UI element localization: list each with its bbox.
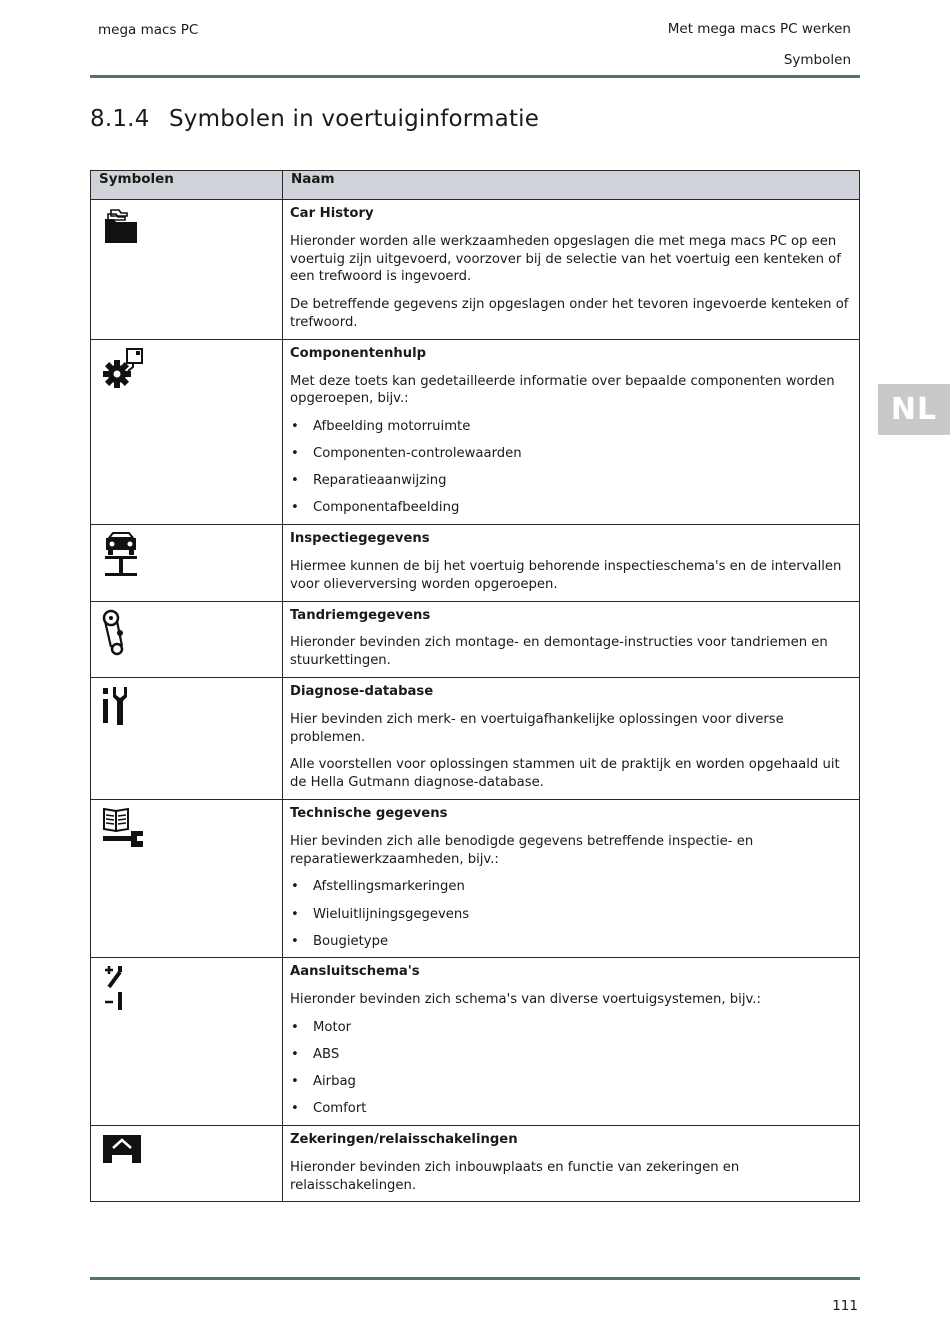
description-paragraph: De betreffende gegevens zijn opgeslagen onder het tevoren ingevoerde kenteken of trefwoord. xyxy=(290,297,849,330)
header-divider xyxy=(90,75,860,78)
column-header-name: Naam xyxy=(283,171,860,200)
symbol-name: Tandriemgegevens xyxy=(290,607,431,623)
page-number: 111 xyxy=(832,1298,858,1314)
description-cell xyxy=(283,339,860,524)
description-paragraph: Alle voorstellen voor oplossingen stammen uit de praktijk en worden opgehaald uit de Hella Gutmann diagnose-database. xyxy=(290,757,840,791)
symbol-name: Zekeringen/relaisschakelingen xyxy=(290,1132,518,1148)
language-tab: NL xyxy=(878,384,950,435)
table-row xyxy=(91,678,860,800)
description-cell xyxy=(283,525,860,601)
description-paragraph: Hier bevinden zich merk- en voertuigafhankelijke oplossingen voor diverse problemen. xyxy=(290,711,784,745)
component-gear-icon xyxy=(101,347,272,393)
bullet-item: • Airbag xyxy=(290,1073,851,1091)
description-cell xyxy=(283,601,860,677)
description-paragraph: Hier bevinden zich alle benodigde gegevens betreffende inspectie- en reparatiewerkzaamheden, bijv.: xyxy=(290,833,754,867)
description-cell xyxy=(283,958,860,1126)
bullet-item: • Afstellingsmarkeringen xyxy=(290,878,851,896)
bullet-item: • Motor xyxy=(290,1019,851,1037)
timing-belt-icon xyxy=(101,609,272,657)
section-number: 8.1.4 xyxy=(90,106,150,132)
info-wrench-icon xyxy=(101,685,272,731)
footer-divider xyxy=(90,1277,860,1280)
symbol-cell xyxy=(91,339,283,524)
table-body xyxy=(91,200,860,1202)
table-row xyxy=(91,601,860,677)
symbol-cell xyxy=(91,1126,283,1202)
car-lift-icon xyxy=(101,532,272,578)
symbol-name: Diagnose-database xyxy=(290,684,434,700)
description-cell xyxy=(283,800,860,958)
section-title xyxy=(90,106,539,132)
symbol-cell xyxy=(91,678,283,800)
header-chapter-title: Met mega macs PC werken xyxy=(667,21,851,37)
table-row xyxy=(91,958,860,1126)
column-header-symbols: Symbolen xyxy=(91,171,283,200)
header-section-title: Symbolen xyxy=(783,52,851,68)
description-cell xyxy=(283,678,860,800)
table-row xyxy=(91,800,860,958)
description-paragraph: Hieronder worden alle werkzaamheden opgeslagen die met mega macs PC op een voertuig zijn uitgevoerd, voorzover bij de selectie van het voertuig een kenteken of een trefwoord is ingevoerd. xyxy=(290,233,841,285)
description-paragraph: Met deze toets kan gedetailleerde informatie over bepaalde componenten worden opgeroepen, bijv.: xyxy=(290,373,835,407)
description-paragraph: Hieronder bevinden zich inbouwplaats en functie van zekeringen en relaisschakelingen. xyxy=(290,1159,740,1193)
table-row xyxy=(91,1126,860,1202)
header-product-name: mega macs PC xyxy=(98,22,199,38)
bullet-item: • Afbeelding motorruimte xyxy=(290,418,851,436)
bullet-item: • Componenten-controlewaarden xyxy=(290,445,851,463)
bullet-list xyxy=(290,878,851,950)
symbol-name: Car History xyxy=(290,206,374,221)
section-title-text: Symbolen in voertuiginformatie xyxy=(169,106,540,132)
bullet-item: • Comfort xyxy=(290,1100,851,1118)
book-wrench-icon xyxy=(101,807,272,853)
bullet-item: • Wieluitlijningsgegevens xyxy=(290,906,851,924)
table-row xyxy=(91,339,860,524)
symbol-cell xyxy=(91,800,283,958)
description-paragraph: Hieronder bevinden zich montage- en demontage-instructies voor tandriemen en stuurkettingen. xyxy=(290,635,828,669)
fuse-icon xyxy=(101,1133,272,1167)
symbols-table xyxy=(90,170,860,1202)
symbol-name: Aansluitschema's xyxy=(290,964,420,980)
table-header-row xyxy=(91,171,860,200)
symbol-cell xyxy=(91,958,283,1126)
symbol-cell xyxy=(91,200,283,340)
description-cell xyxy=(283,200,860,340)
description-cell xyxy=(283,1126,860,1202)
description-paragraph: Hiermee kunnen de bij het voertuig behorende inspectieschema's en de intervallen voor olieverversing worden opgeroepen. xyxy=(290,559,842,592)
bullet-list xyxy=(290,418,851,517)
bullet-item: • Componentafbeelding xyxy=(290,499,851,517)
bullet-list xyxy=(290,1019,851,1118)
bullet-item: • ABS xyxy=(290,1046,851,1064)
circuit-switch-icon xyxy=(101,965,272,1011)
symbol-cell xyxy=(91,525,283,601)
description-paragraph: Hieronder bevinden zich schema's van diverse voertuigsystemen, bijv.: xyxy=(290,992,761,1008)
symbol-name: Technische gegevens xyxy=(290,806,448,822)
table-row xyxy=(91,200,860,340)
symbol-cell xyxy=(91,601,283,677)
symbol-name: Inspectiegegevens xyxy=(290,531,430,547)
symbol-name: Componentenhulp xyxy=(290,345,427,361)
bullet-item: • Reparatieaanwijzing xyxy=(290,472,851,490)
car-history-folder-icon xyxy=(101,207,272,247)
table-row xyxy=(91,525,860,601)
bullet-item: • Bougietype xyxy=(290,933,851,951)
header-chapter xyxy=(668,14,851,76)
